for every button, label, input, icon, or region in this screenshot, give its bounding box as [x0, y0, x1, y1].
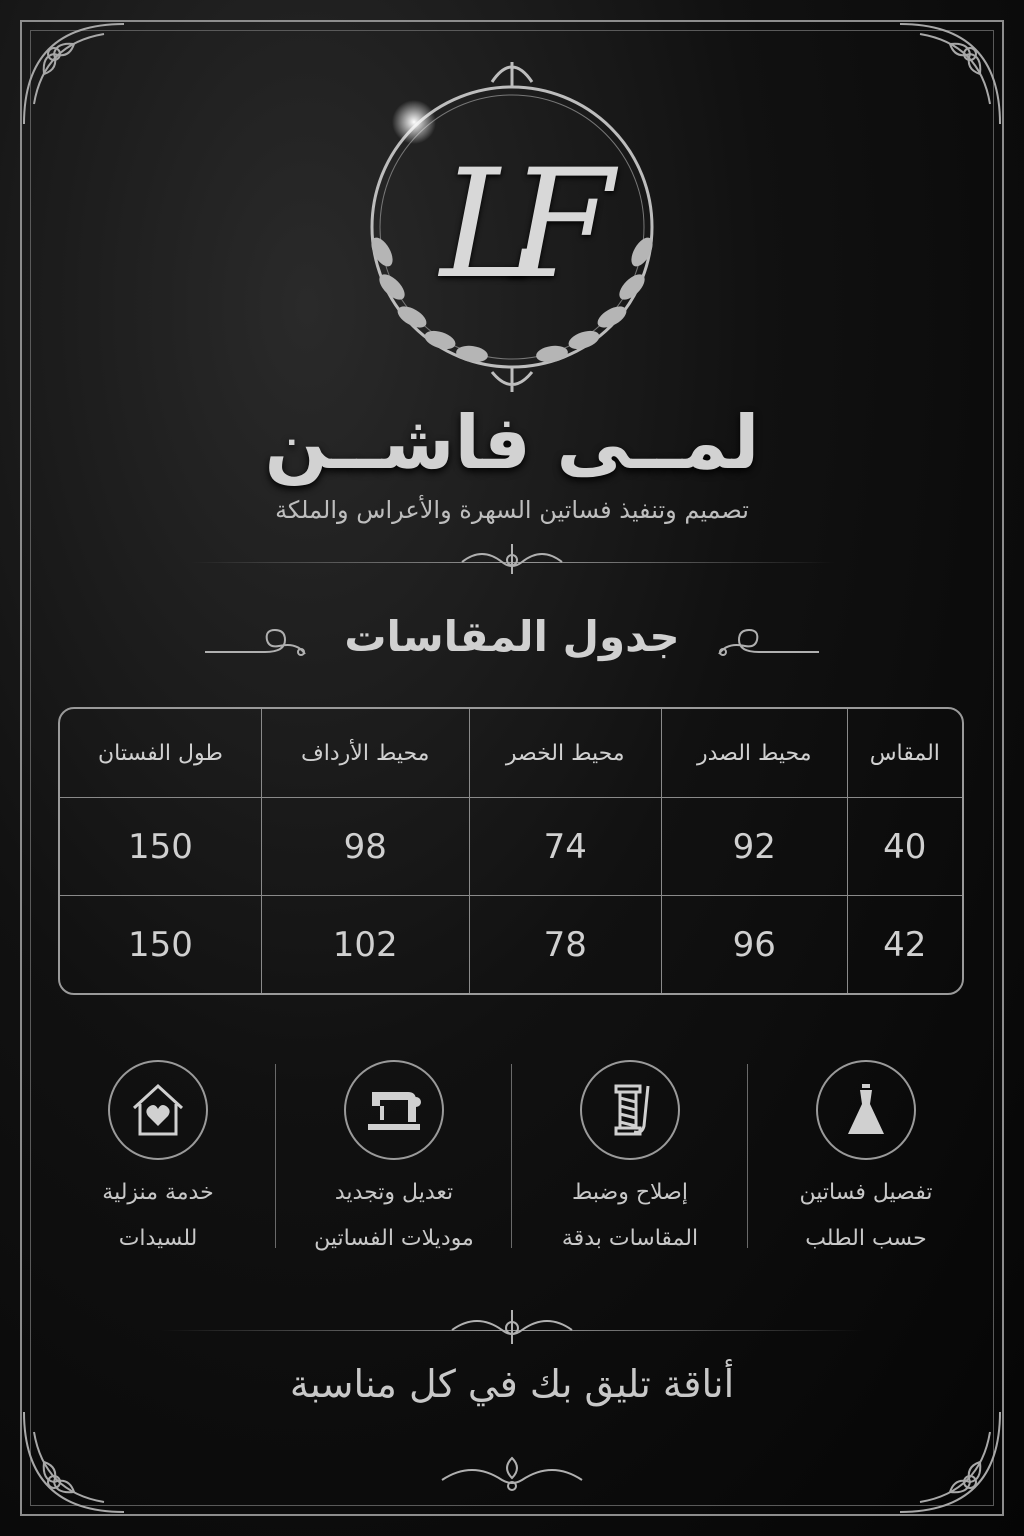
service-line: المقاسات بدقة — [561, 1226, 699, 1251]
table-header-row — [60, 709, 962, 798]
table-row — [60, 798, 962, 896]
logo-monogram: LF — [440, 137, 584, 312]
service-line: تفصيل فساتين — [799, 1180, 933, 1205]
table-cell: 40 — [847, 798, 962, 896]
table-cell: 102 — [261, 896, 469, 993]
table-cell: 96 — [661, 896, 847, 993]
footer-slogan: أناقة تليق بك في كل مناسبة — [289, 1362, 735, 1406]
service-redesign — [276, 1058, 512, 1258]
header-size: المقاس — [847, 709, 962, 798]
size-table-title: جدول المقاسات — [344, 612, 680, 661]
dress-icon — [816, 1060, 916, 1160]
service-alterations — [512, 1058, 748, 1258]
table-cell: 74 — [469, 798, 661, 896]
corner-ornament-bottom-left — [14, 1402, 134, 1522]
header-dress-length: طول الفستان — [60, 709, 261, 798]
corner-ornament-top-left — [14, 14, 134, 134]
table-cell: 78 — [469, 896, 661, 993]
table-cell: 150 — [60, 896, 261, 993]
thread-spool-icon — [580, 1060, 680, 1160]
table-row — [60, 896, 962, 993]
table-cell: 98 — [261, 798, 469, 896]
brand-name: لمــى فاشــن — [264, 400, 760, 486]
service-line: حسب الطلب — [805, 1226, 927, 1251]
service-home-visit — [40, 1058, 276, 1258]
header-waist: محيط الخصر — [469, 709, 661, 798]
table-cell: 150 — [60, 798, 261, 896]
service-line: إصلاح وضبط — [572, 1180, 688, 1205]
services-row — [40, 1058, 984, 1258]
table-cell: 42 — [847, 896, 962, 993]
title-flourish-right-icon — [709, 622, 819, 666]
size-table — [58, 707, 964, 995]
service-line: تعديل وتجديد — [334, 1180, 454, 1205]
bottom-flourish-icon — [442, 1306, 582, 1350]
header-bust: محيط الصدر — [661, 709, 847, 798]
home-heart-icon — [108, 1060, 208, 1160]
header-hips: محيط الأرداف — [261, 709, 469, 798]
footer-ornament-icon — [432, 1452, 592, 1500]
service-line: موديلات الفساتين — [314, 1226, 474, 1251]
center-flourish-icon — [452, 540, 572, 580]
service-line: خدمة منزلية — [102, 1180, 214, 1205]
table-cell: 92 — [661, 798, 847, 896]
brand-tagline: تصميم وتنفيذ فساتين السهرة والأعراس والملكة — [275, 496, 749, 524]
corner-ornament-top-right — [890, 14, 1010, 134]
service-line: للسيدات — [118, 1226, 198, 1251]
sewing-machine-icon — [344, 1060, 444, 1160]
corner-ornament-bottom-right — [890, 1402, 1010, 1522]
brand-logo — [342, 52, 682, 397]
service-custom-dresses — [748, 1058, 984, 1258]
